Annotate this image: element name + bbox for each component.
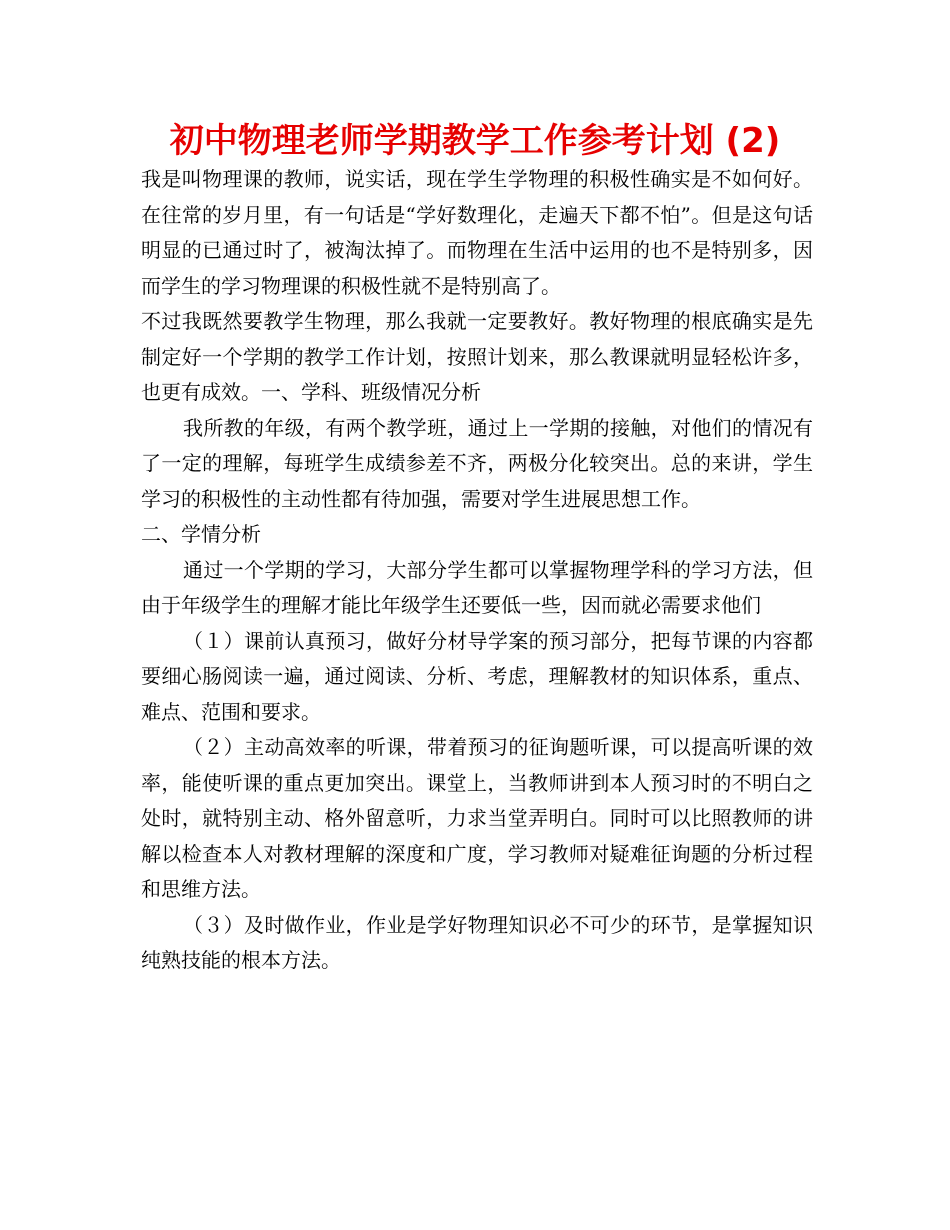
section-heading-learning-analysis: 二、学情分析 (141, 522, 261, 546)
list-item-homework: （３）及时做作业，作业是学好物理知识必不可少的环节，是掌握知识纯熟技能的根本方法。 (141, 912, 813, 972)
paragraph-class-analysis: 我所教的年级，有两个教学班，通过上一学期的接触，对他们的情况有了一定的理解，每班学生成绩参差不齐，两极分化较突出。总的来讲，学生学习的积极性的主动性都有待加强，需要对学生进展思想工作。 (141, 415, 813, 511)
paragraph-intro: 我是叫物理课的教师，说实话，现在学生学物理的积极性确实是不如何好。在往常的岁月里，有一句话是“学好数理化，走遍天下都不怕”。但是这句话明显的已通过时了，被淘汰掉了。而物理在生活中运用的也不是特别多，因而学生的学习物理课的积极性就不是特别高了。 (141, 167, 813, 298)
document-body (141, 162, 813, 979)
paragraph-learning-analysis: 通过一个学期的学习，大部分学生都可以掌握物理学科的学习方法，但由于年级学生的理解才能比年级学生还要低一些，因而就必需要求他们 (141, 557, 813, 617)
document-title: 初中物理老师学期教学工作参考计划 (2) (169, 121, 781, 161)
list-item-listen: （２）主动高效率的听课，带着预习的征询题听课，可以提高听课的效率，能使听课的重点更加突出。课堂上，当教师讲到本人预习时的不明白之处时，就特别主动、格外留意听，力求当堂弄明白。同时可以比照教师的讲解以检查本人对教材理解的深度和广度，学习教师对疑难征询题的分析过程和思维方法。 (141, 735, 813, 901)
paragraph-plan: 不过我既然要教学生物理，那么我就一定要教好。教好物理的根底确实是先制定好一个学期的教学工作计划，按照计划来，那么教课就明显轻松许多，也更有成效。一、学科、班级情况分析 (141, 309, 813, 404)
list-item-preview: （１）课前认真预习，做好分材导学案的预习部分，把每节课的内容都要细心肠阅读一遍，通过阅读、分析、考虑，理解教材的知识体系，重点、难点、范围和要求。 (141, 628, 813, 724)
